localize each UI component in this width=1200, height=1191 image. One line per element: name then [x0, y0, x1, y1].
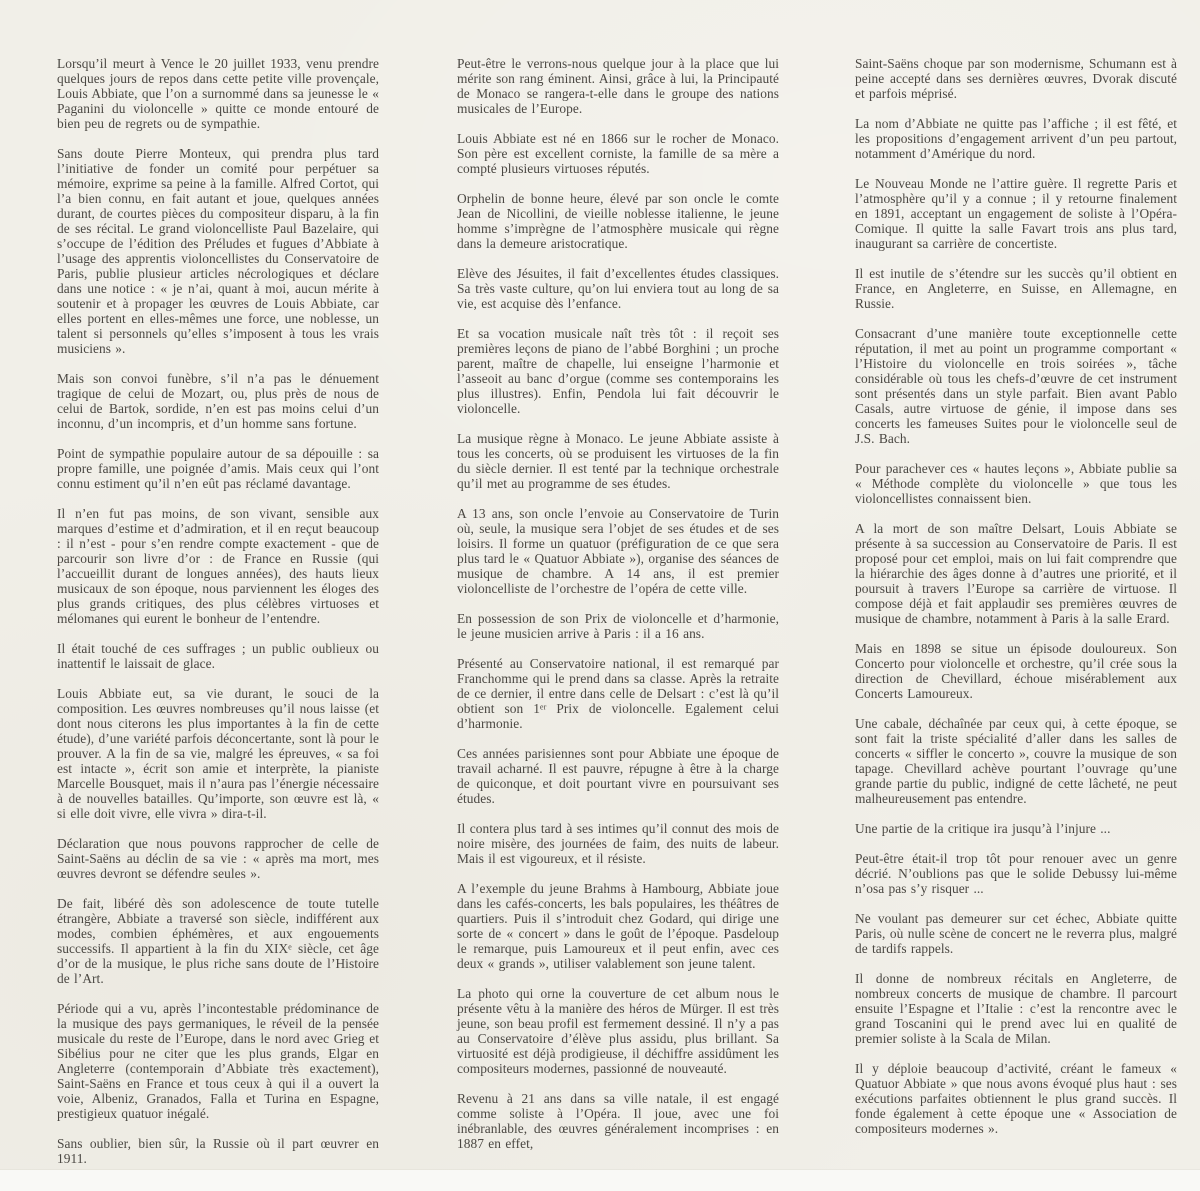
- paragraph: Lorsqu’il meurt à Vence le 20 juillet 1933, venu prendre quelques jours de repos dans cette petite ville provençale, Louis Abbiate, que l’on a surnommé dans sa jeunesse le « Paganini du violoncelle » quitte ce monde entouré de bien peu de regrets ou de sympathie.: [57, 56, 379, 131]
- paragraph: Louis Abbiate eut, sa vie durant, le souci de la composition. Les œuvres nombreuses qu’il nous laisse (et dont nous citerons les plus importantes à la fin de cette étude), d’une variété parfois déconcertante, sont là pour le prouver. A la fin de sa vie, malgré les épreuves, « sa foi est intacte », écrit son amie et interprète, la pianiste Marcelle Bousquet, mais il n’aura pas l’énergie nécessaire à de nouvelles batailles. Qu’importe, son œuvre est là, « si elle doit vivre, elle vivra » dira-t-il.: [57, 686, 379, 821]
- paragraph: De fait, libéré dès son adolescence de toute tutelle étrangère, Abbiate a traversé son siècle, indifférent aux modes, combien éphémères, et aux engouements successifs. Il appartient à la fin du XIXᵉ siècle, cet âge d’or de la musique, le plus riche sans doute de l’Histoire de l’Art.: [57, 896, 379, 986]
- paragraph: A 13 ans, son oncle l’envoie au Conservatoire de Turin où, seule, la musique sera l’objet de ses études et de ses loisirs. Il forme un quatuor (préfiguration de ce que sera plus tard le « Quatuor Abbiate »), organise des séances de musique de chambre. A 14 ans, il est premier violoncelliste de l’orchestre de l’opéra de cette ville.: [457, 506, 779, 596]
- text-column-left: [57, 56, 379, 1166]
- paragraph: Et sa vocation musicale naît très tôt : il reçoit ses premières leçons de piano de l’abbé Borghini ; un proche parent, maître de chapelle, lui enseigne l’harmonie et l’asseoit au banc d’orgue (comme ses contemporains les plus illustres). Enfin, Pendola lui fait découvrir le violoncelle.: [457, 326, 779, 416]
- paragraph: A l’exemple du jeune Brahms à Hambourg, Abbiate joue dans les cafés-concerts, les bals populaires, les théâtres de quartiers. Puis il s’introduit chez Godard, qui dirige une sorte de « concert » dans le goût de l’époque. Pasdeloup le remarque, puis Lamoureux et il peut enfin, avec ces deux « grands », utiliser valablement son jeune talent.: [457, 881, 779, 971]
- paragraph: Louis Abbiate est né en 1866 sur le rocher de Monaco. Son père est excellent corniste, la famille de sa mère a compté plusieurs virtuoses réputés.: [457, 131, 779, 176]
- paragraph: Période qui a vu, après l’incontestable prédominance de la musique des pays germaniques, le réveil de la pensée musicale du reste de l’Europe, dans le nord avec Grieg et Sibélius pour ne citer que les plus grands, Elgar en Angleterre (contemporain d’Abbiate très exactement), Saint-Saëns en France et tous ceux à qui il a ouvert la voie, Albeniz, Granados, Falla et Turina en Espagne, prestigieux quatuor inégalé.: [57, 1001, 379, 1121]
- paragraph: Mais son convoi funèbre, s’il n’a pas le dénuement tragique de celui de Mozart, ou, plus près de nous de celui de Bartok, sordide, n’en est pas moins celui d’un inconnu, d’un incompris, et d’un homme sans fortune.: [57, 371, 379, 431]
- paragraph: Une partie de la critique ira jusqu’à l’injure ...: [855, 821, 1111, 836]
- paragraph: Il était touché de ces suffrages ; un public oublieux ou inattentif le laissait de glace.: [57, 641, 379, 671]
- page-bottom-edge: [0, 1170, 1200, 1191]
- paragraph: Revenu à 21 ans dans sa ville natale, il est engagé comme soliste à l’Opéra. Il joue, avec une foi inébranlable, des œuvres généralement incomprises : en 1887 en effet,: [457, 1091, 779, 1151]
- paragraph: A la mort de son maître Delsart, Louis Abbiate se présente à sa succession au Conservatoire de Paris. Il est proposé pour cet emploi, mais on lui fait comprendre que la hiérarchie des âges donne à d’autres une priorité, et il poursuit à travers l’Europe sa carrière de virtuose. Il compose déjà et fait applaudir ses premières œuvres de musique de chambre, notamment à Paris à la salle Erard.: [855, 521, 1177, 626]
- paragraph: Il contera plus tard à ses intimes qu’il connut des mois de noire misère, des journées de faim, des nuits de labeur. Mais il est vigoureux, et il résiste.: [457, 821, 779, 866]
- paragraph: La nom d’Abbiate ne quitte pas l’affiche ; il est fêté, et les propositions d’engagement arrivent d’un peu partout, notamment d’Amérique du nord.: [855, 116, 1177, 161]
- paragraph: La photo qui orne la couverture de cet album nous le présente vêtu à la manière des héros de Mürger. Il est très jeune, son beau profil est fermement dessiné. Il n’y a pas au Conservatoire d’élève plus assidu, plus brillant. Sa virtuosité est déjà prodigieuse, il déchiffre assidûment les compositeurs modernes, passionné de nouveauté.: [457, 986, 779, 1076]
- paragraph: Orphelin de bonne heure, élevé par son oncle le comte Jean de Nicollini, de vieille noblesse italienne, le jeune homme s’imprègne de l’atmosphère musicale qui règne dans la demeure aristocratique.: [457, 191, 779, 251]
- paragraph: Il y déploie beaucoup d’activité, créant le fameux « Quatuor Abbiate » que nous avons évoqué plus haut : ses exécutions parfaites obtiennent le plus grand succès. Il fonde également à cette époque une « Association de compositeurs modernes ».: [855, 1061, 1177, 1136]
- paragraph: Le Nouveau Monde ne l’attire guère. Il regrette Paris et l’atmosphère qu’il y a connue ; il y retourne finalement en 1891, acceptant un engagement de soliste à l’Opéra-Comique. Il quitte la salle Favart trois ans plus tard, inaugurant sa carrière de concertiste.: [855, 176, 1177, 251]
- paragraph: Peut-être le verrons-nous quelque jour à la place que lui mérite son rang éminent. Ainsi, grâce à lui, la Principauté de Monaco se rangera-t-elle dans le groupe des nations musicales de l’Europe.: [457, 56, 779, 116]
- paragraph: La musique règne à Monaco. Le jeune Abbiate assiste à tous les concerts, où se produisent les virtuoses de la fin du siècle dernier. Il est tenté par la technique orchestrale qu’il met au programme de ses études.: [457, 431, 779, 491]
- paragraph: Pour parachever ces « hautes leçons », Abbiate publie sa « Méthode complète du violoncelle » que tous les violoncellistes connaissent bien.: [855, 461, 1177, 506]
- paragraph: En possession de son Prix de violoncelle et d’harmonie, le jeune musicien arrive à Paris : il a 16 ans.: [457, 611, 779, 641]
- paragraph: Consacrant d’une manière toute exceptionnelle cette réputation, il met au point un programme comportant « l’Histoire du violoncelle en trois soirées », tâche considérable où tous les chefs-d’œuvre de cet instrument sont présentés dans un style parfait. Bien avant Pablo Casals, autre virtuose de génie, il impose dans ses concerts les fameuses Suites pour le violoncelle seul de J.S. Bach.: [855, 326, 1177, 446]
- paragraph: Peut-être était-il trop tôt pour renouer avec un genre décrié. N’oublions pas que le solide Debussy lui-même n’osa pas s’y risquer ...: [855, 851, 1177, 896]
- paragraph: Mais en 1898 se situe un épisode douloureux. Son Concerto pour violoncelle et orchestre, qu’il crée sous la direction de Chevillard, échoue misérablement aux Concerts Lamoureux.: [855, 641, 1177, 701]
- text-column-right: [855, 56, 1177, 1136]
- paragraph: Présenté au Conservatoire national, il est remarqué par Franchomme qui le prend dans sa classe. Après la retraite de ce dernier, il entre dans celle de Delsart : c’est là qu’il obtient son 1ᵉʳ Prix de violoncelle. Egalement celui d’harmonie.: [457, 656, 779, 731]
- paragraph: Sans doute Pierre Monteux, qui prendra plus tard l’initiative de fonder un comité pour perpétuer sa mémoire, exprime sa peine à la famille. Alfred Cortot, qui l’a bien connu, en fait autant et joue, quelques années durant, de courtes pièces du compositeur disparu, à la fin de ses récital. Le grand violoncelliste Paul Bazelaire, qui s’occupe de l’édition des Préludes et fugues d’Abbiate à l’usage des apprentis violoncellistes du Conservatoire de Paris, publie plusieur articles nécrologiques et déclare dans une notice : « je n’ai, quant à moi, aucun mérite à soutenir et à propager les œuvres de Louis Abbiate, car elles portent en elles-mêmes une force, une noblesse, un talent si personnels qu’elles s’imposent à tous les vrais musiciens ».: [57, 146, 379, 356]
- paragraph: Ne voulant pas demeurer sur cet échec, Abbiate quitte Paris, où nulle scène de concert ne le reverra plus, malgré de tardifs rappels.: [855, 911, 1177, 956]
- paragraph: Ces années parisiennes sont pour Abbiate une époque de travail acharné. Il est pauvre, répugne à être à la charge de quiconque, et doit pourtant vivre en poursuivant ses études.: [457, 746, 779, 806]
- paragraph: Il n’en fut pas moins, de son vivant, sensible aux marques d’estime et d’admiration, et il en reçut beaucoup : il n’est - pour s’en rendre compte exactement - que de parcourir son livre d’or : de France en Russie (qui l’accueillit durant de longues années), des hauts lieux musicaux de son époque, nous parviennent les éloges des plus grands critiques, des plus célèbres virtuoses et mélomanes qui eurent le bonheur de l’entendre.: [57, 506, 379, 626]
- paragraph: Il est inutile de s’étendre sur les succès qu’il obtient en France, en Angleterre, en Suisse, en Allemagne, en Russie.: [855, 266, 1177, 311]
- paragraph: Déclaration que nous pouvons rapprocher de celle de Saint-Saëns au déclin de sa vie : « après ma mort, mes œuvres devront se défendre seules ».: [57, 836, 379, 881]
- paragraph: Il donne de nombreux récitals en Angleterre, de nombreux concerts de musique de chambre. Il parcourt ensuite l’Espagne et l’Italie : c’est la rencontre avec le grand Toscanini qui le prend avec lui en qualité de premier soliste à la Scala de Milan.: [855, 971, 1177, 1046]
- paragraph: Sans oublier, bien sûr, la Russie où il part œuvrer en 1911.: [57, 1136, 379, 1166]
- paragraph: Elève des Jésuites, il fait d’excellentes études classiques. Sa très vaste culture, qu’on lui enviera tout au long de sa vie, est acquise dès l’enfance.: [457, 266, 779, 311]
- paragraph: Une cabale, déchaînée par ceux qui, à cette époque, se sont fait la triste spécialité d’aller dans les salles de concerts « siffler le concerto », couvre la musique de son tapage. Chevillard achève pourtant l’ouvrage qu’une grande partie du public, indigné de cette lâcheté, ne peut malheureusement pas entendre.: [855, 716, 1177, 806]
- text-column-center: [457, 56, 779, 1151]
- paragraph: Saint-Saëns choque par son modernisme, Schumann est à peine accepté dans ses dernières œuvres, Dvorak discuté et parfois méprisé.: [855, 56, 1177, 101]
- paragraph: Point de sympathie populaire autour de sa dépouille : sa propre famille, une poignée d’amis. Mais ceux qui l’ont connu estiment qu’il n’en eût pas réclamé davantage.: [57, 446, 379, 491]
